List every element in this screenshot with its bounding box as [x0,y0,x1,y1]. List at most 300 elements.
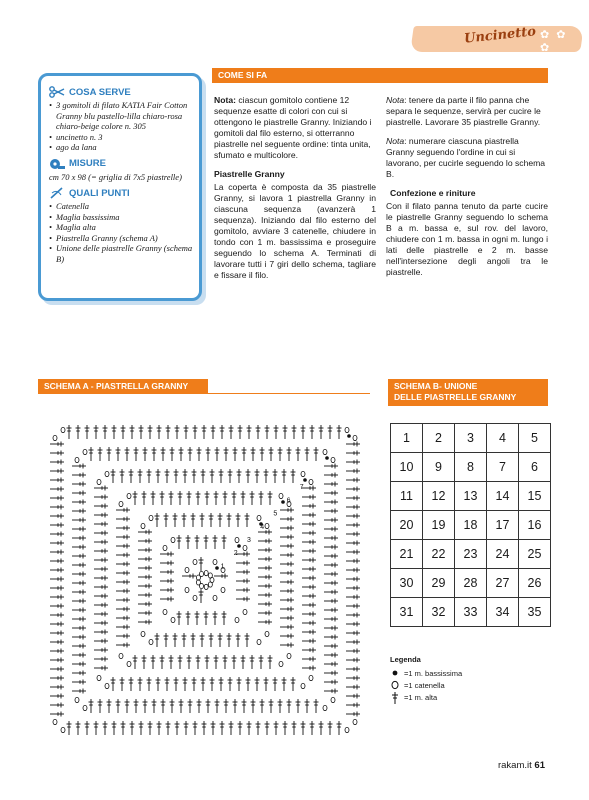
tall-stitch-symbol [94,594,108,599]
tall-stitch-symbol [324,680,338,685]
tall-stitch-symbol [170,699,175,713]
tall-stitch-symbol [268,655,273,669]
tall-stitch-symbol [50,478,64,483]
tall-stitch-symbol [259,491,264,505]
tall-stitch-symbol [111,677,116,691]
tall-stitch-symbol [337,425,342,439]
chain-symbol [200,571,204,576]
chain-symbol [171,537,175,542]
tall-stitch-symbol [346,685,360,690]
tall-stitch-symbol [165,677,170,691]
tall-stitch-symbol [179,447,184,461]
tall-stitch-symbol [50,568,64,573]
tall-stitch-symbol [192,469,197,483]
schema-b-header-line2: DELLE PIASTRELLE GRANNY [394,392,517,402]
tall-stitch-symbol [166,721,171,735]
stitch-item: • Maglia alta [49,222,197,233]
tall-stitch-symbol [182,574,196,579]
tall-stitch-symbol [164,633,169,647]
grid-cell: 19 [423,511,455,540]
tall-stitch-symbol [147,469,152,483]
slip-stitch-symbol [347,434,351,438]
grid-row [391,424,551,453]
chain-symbol [353,719,357,724]
tall-stitch-symbol [72,536,86,541]
tall-stitch-symbol [346,532,360,537]
tall-stitch-symbol [206,447,211,461]
tall-stitch-symbol [187,655,192,669]
tall-stitch-symbol [280,517,294,522]
chain-symbol [61,727,65,732]
chain-symbol [279,493,283,498]
chain-symbol [323,449,327,454]
tall-stitch-symbol [116,589,130,594]
tall-stitch-symbol [346,676,360,681]
tall-stitch-symbol [220,721,225,735]
tall-stitch-symbol [94,657,108,662]
granny-heading: Piastrelle Granny [214,169,285,179]
tall-stitch-symbol [138,566,152,571]
tall-stitch-symbol [346,487,360,492]
tall-stitch-symbol [138,593,152,598]
tall-stitch-symbol [346,559,360,564]
chain-symbol [149,515,153,520]
tall-stitch-symbol [76,721,81,735]
round-number-label: 3 [247,537,251,544]
tall-stitch-symbol [324,617,338,622]
tall-stitch-symbol [280,535,294,540]
tall-stitch-symbol [283,425,288,439]
chain-symbol [119,653,123,658]
tall-stitch-symbol [94,612,108,617]
tall-stitch-symbol [302,585,316,590]
filled-dot-icon [390,668,400,678]
tall-stitch-symbol [160,597,174,602]
chain-symbol [83,449,87,454]
chain-symbol [243,609,247,614]
tall-stitch-symbol [346,604,360,609]
tall-stitch-symbol [259,655,264,669]
tall-stitch-symbol [213,535,218,549]
tall-stitch-symbol [197,699,202,713]
grid-cell: 16 [519,511,551,540]
tall-stitch-symbol [241,655,246,669]
tall-stitch-symbol [50,622,64,627]
tall-stitch-symbol [116,580,130,585]
tall-stitch-symbol [280,526,294,531]
tall-stitch-symbol [138,575,152,580]
tall-stitch-symbol [236,588,250,593]
chain-symbol [208,573,212,578]
tall-stitch-symbol [346,451,360,456]
tall-stitch-symbol [346,514,360,519]
chain-symbol [149,639,153,644]
grid-cell: 29 [423,569,455,598]
come-si-fa-header: COME SI FA [212,68,548,83]
tall-stitch-symbol [116,634,130,639]
tall-stitch-symbol [247,721,252,735]
grid-row [391,482,551,511]
tall-stitch-symbol [245,633,250,647]
tall-stitch-symbol [280,589,294,594]
grid-cell: 4 [487,424,519,453]
tall-stitch-symbol [227,513,232,527]
schema-b-grid [390,423,551,627]
tall-stitch-symbol [346,469,360,474]
tall-stitch-symbol [302,531,316,536]
tall-stitch-symbol [138,530,152,535]
note-text: : tenere da parte il filo panna che separa le sequenze, servirà per cucire le piastrelle. Lavorare 35 piastrelle Granny. [386,95,541,127]
tall-stitch-symbol [116,643,130,648]
tall-stitch-symbol [50,505,64,510]
tall-stitch-symbol [138,620,152,625]
tall-stitch-symbol [94,486,108,491]
tall-stitch-symbol [111,469,116,483]
tall-stitch-symbol [72,617,86,622]
chain-symbol [213,559,217,564]
tall-stitch-symbol [228,469,233,483]
tall-stitch-symbol [324,518,338,523]
chain-symbol [265,631,269,636]
tall-stitch-symbol [302,558,316,563]
scissors-icon [49,86,65,98]
grid-cell: 30 [391,569,423,598]
tall-stitch-symbol [233,699,238,713]
tall-stitch-symbol [246,469,251,483]
grid-cell: 27 [487,569,519,598]
grid-cell: 3 [455,424,487,453]
tall-stitch-symbol [148,721,153,735]
tall-stitch-symbol [174,677,179,691]
tall-stitch-symbol [233,447,238,461]
grid-row [391,540,551,569]
tall-stitch-symbol [188,699,193,713]
tall-stitch-symbol [50,559,64,564]
grid-cell: 18 [455,511,487,540]
chain-symbol [193,559,197,564]
tall-stitch-symbol [346,541,360,546]
tall-stitch-symbol [238,721,243,735]
tall-stitch-symbol [324,608,338,613]
tall-stitch-symbol [160,552,174,557]
grid-cell: 13 [455,482,487,511]
tall-stitch-symbol [223,655,228,669]
tall-stitch-symbol [177,535,182,549]
grid-cell: 14 [487,482,519,511]
tall-stitch-symbol [50,442,64,447]
tall-stitch-symbol [205,491,210,505]
tall-stitch-symbol [76,425,81,439]
tall-stitch-symbol [258,548,272,553]
tall-stitch-symbol [205,655,210,669]
tall-stitch-symbol [346,622,360,627]
tall-stitch-symbol [187,491,192,505]
tall-stitch-symbol [72,473,86,478]
tall-stitch-symbol [258,575,272,580]
tall-stitch-symbol [94,576,108,581]
tall-stitch-symbol [199,557,204,571]
tall-stitch-symbol [324,536,338,541]
tall-stitch-symbol [89,447,94,461]
tall-stitch-symbol [94,513,108,518]
legend-item: =1 m. bassissima [390,667,462,679]
tall-stitch-symbol [291,677,296,691]
tall-stitch-symbol [202,425,207,439]
tall-stitch-symbol [196,655,201,669]
tall-stitch-symbol [258,566,272,571]
grid-cell: 31 [391,598,423,627]
grid-cell: 9 [423,453,455,482]
tall-stitch-symbol [182,633,187,647]
tall-stitch-symbol [258,602,272,607]
tall-stitch-symbol [174,469,179,483]
tall-stitch-symbol [50,649,64,654]
tall-stitch-symbol [227,633,232,647]
tall-stitch-symbol [274,425,279,439]
round-number-label: 7 [299,484,304,492]
tall-stitch-symbol [269,699,274,713]
chain-symbol [257,639,261,644]
tall-stitch-symbol [161,447,166,461]
grid-cell: 5 [519,424,551,453]
tall-stitch-symbol [72,608,86,613]
tall-stitch-symbol [142,491,147,505]
tall-stitch-symbol [258,620,272,625]
tall-stitch-symbol [72,518,86,523]
page-footer [498,760,545,771]
tall-stitch-symbol [302,540,316,545]
tall-stitch-symbol [147,677,152,691]
tall-stitch-symbol [175,721,180,735]
section-tag [412,20,582,56]
tall-stitch-symbol [72,581,86,586]
tall-stitch-symbol [232,655,237,669]
tall-stitch-symbol [324,545,338,550]
chain-symbol [75,457,79,462]
chain-symbol [265,523,269,528]
tall-stitch-symbol [94,666,108,671]
chain-symbol [171,617,175,622]
tall-stitch-symbol [94,425,99,439]
tall-stitch-symbol [50,676,64,681]
materials-box [38,73,202,301]
tall-stitch-symbol [302,522,316,527]
chain-symbol [185,587,189,592]
materials-list [49,100,197,153]
tall-stitch-symbol [177,611,182,625]
tall-stitch-symbol [160,588,174,593]
misure-title: MISURE [49,158,197,170]
tall-stitch-symbol [116,508,130,513]
tall-stitch-symbol [183,469,188,483]
tall-stitch-symbol [50,586,64,591]
chain-symbol [309,479,313,484]
tall-stitch-symbol [195,611,200,625]
tall-stitch-symbol [50,532,64,537]
tall-stitch-symbol [50,523,64,528]
open-oval-icon [390,680,400,690]
tall-stitch-symbol [241,491,246,505]
tall-stitch-symbol [143,447,148,461]
grid-cell: 6 [519,453,551,482]
tall-stitch-symbol [116,598,130,603]
chain-symbol [127,493,131,498]
tall-stitch-symbol [72,509,86,514]
tall-stitch-symbol [229,721,234,735]
tall-stitch-symbol [72,482,86,487]
tall-stitch-symbol [301,721,306,735]
tall-stitch-symbol [160,491,165,505]
tall-stitch-symbol [184,721,189,735]
tall-stitch-symbol [138,602,152,607]
tall-stitch-symbol [302,648,316,653]
tall-stitch-symbol [219,469,224,483]
tall-stitch-symbol [236,579,250,584]
grid-row [391,453,551,482]
slip-stitch-symbol [281,500,285,504]
tall-stitch-symbol [72,500,86,505]
tall-stitch-symbol [319,721,324,735]
tall-stitch-symbol [324,689,338,694]
chain-symbol [83,705,87,710]
tall-stitch-symbol [186,535,191,549]
tall-stitch-symbol [134,447,139,461]
tall-stitch-symbol [211,721,216,735]
stitch-item: • Unione delle piastrelle Granny (schema B) [49,243,197,264]
tall-stitch-symbol [215,699,220,713]
tall-stitch-symbol [324,662,338,667]
grid-cell: 28 [455,569,487,598]
round-number-label: 4 [260,523,265,531]
grid-row [391,569,551,598]
tall-stitch-symbol [222,535,227,549]
size-text: cm 70 x 98 (= griglia di 7x5 piastrelle) [49,171,182,182]
tall-stitch-symbol [85,425,90,439]
tall-stitch-symbol [238,425,243,439]
tall-stitch-symbol [72,689,86,694]
chain-symbol [301,471,305,476]
tall-stitch-symbol [245,513,250,527]
tall-stitch-symbol [191,513,196,527]
chain-symbol [257,515,261,520]
chain-symbol [53,435,57,440]
tall-stitch-symbol [151,491,156,505]
tall-stitch-symbol [302,630,316,635]
tall-stitch-symbol [328,721,333,735]
tall-stitch-symbol [346,505,360,510]
tall-stitch-symbol [152,447,157,461]
tall-stitch-symbol [299,484,316,492]
chain-symbol [235,617,239,622]
round-number-label: 6 [286,497,291,505]
tall-stitch-symbol [182,513,187,527]
grid-cell: 25 [519,540,551,569]
tall-stitch-symbol [72,626,86,631]
schema-a-header: SCHEMA A - PIASTRELLA GRANNY [38,379,208,393]
tall-stitch-symbol [302,666,316,671]
tall-stitch-symbol [246,677,251,691]
chain-symbol [127,661,131,666]
tall-stitch-symbol [280,571,294,576]
tall-stitch-symbol [302,621,316,626]
grid-cell: 15 [519,482,551,511]
tall-stitch-symbol [310,721,315,735]
chain-symbol [221,587,225,592]
round-number-label: 1 [220,563,225,571]
tall-stitch-symbol [165,469,170,483]
tall-stitch-symbol [218,513,223,527]
tall-stitch-symbol [292,425,297,439]
tall-stitch-symbol [193,721,198,735]
stitch-item: • Catenella [49,201,197,212]
tall-stitch-symbol [155,633,160,647]
tall-stitch-symbol [302,603,316,608]
chain-symbol [193,595,197,600]
tall-stitch-symbol [346,442,360,447]
grid-cell: 2 [423,424,455,453]
legend-item: =1 m. alta [390,691,462,703]
chain-symbol [204,571,208,576]
chain-symbol [61,427,65,432]
tall-stitch-symbol [346,568,360,573]
section-tag-label: Uncinetto [463,24,537,47]
tall-stitch-symbol [247,425,252,439]
tall-stitch-symbol [50,460,64,465]
tall-stitch-symbol [255,677,260,691]
tall-stitch-symbol [242,699,247,713]
tall-stitch-symbol [269,447,274,461]
tall-stitch-symbol [296,447,301,461]
tall-stitch-symbol [319,425,324,439]
chain-symbol [345,427,349,432]
tall-stitch-symbol [196,491,201,505]
tall-stitch-symbol [237,469,242,483]
tall-stitch-symbol [72,527,86,532]
tall-stitch-symbol [200,633,205,647]
tall-stitch-symbol [72,635,86,640]
tall-stitch-symbol [72,653,86,658]
tall-stitch-symbol [346,478,360,483]
tall-stitch-symbol [236,633,241,647]
tall-stitch-symbol [324,581,338,586]
slip-stitch-symbol [237,544,241,548]
tall-stitch-symbol [260,699,265,713]
tall-stitch-symbol [258,584,272,589]
tall-stitch-symbol [98,699,103,713]
chain-symbol [345,727,349,732]
stitch-item: • Piastrella Granny (schema A) [49,233,197,244]
tall-stitch-symbol [142,655,147,669]
chain-symbol [185,567,189,572]
tall-stitch-symbol [264,677,269,691]
tall-stitch-symbol [72,491,86,496]
tall-stitch-symbol [116,571,130,576]
tall-stitch-symbol [314,447,319,461]
tall-stitch-symbol [116,616,130,621]
tall-stitch-symbol [202,721,207,735]
tall-stitch-symbol [197,447,202,461]
tall-stitch-symbol [50,703,64,708]
tall-stitch-symbol [72,680,86,685]
tall-stitch-symbol [72,572,86,577]
tall-stitch-symbol [116,699,121,713]
tall-stitch-symbol [164,513,169,527]
grid-row [391,511,551,540]
tall-stitch-symbol [282,469,287,483]
site-name: rakam.it [497,760,532,771]
tall-stitch-symbol [170,447,175,461]
tall-stitch-symbol [151,655,156,669]
